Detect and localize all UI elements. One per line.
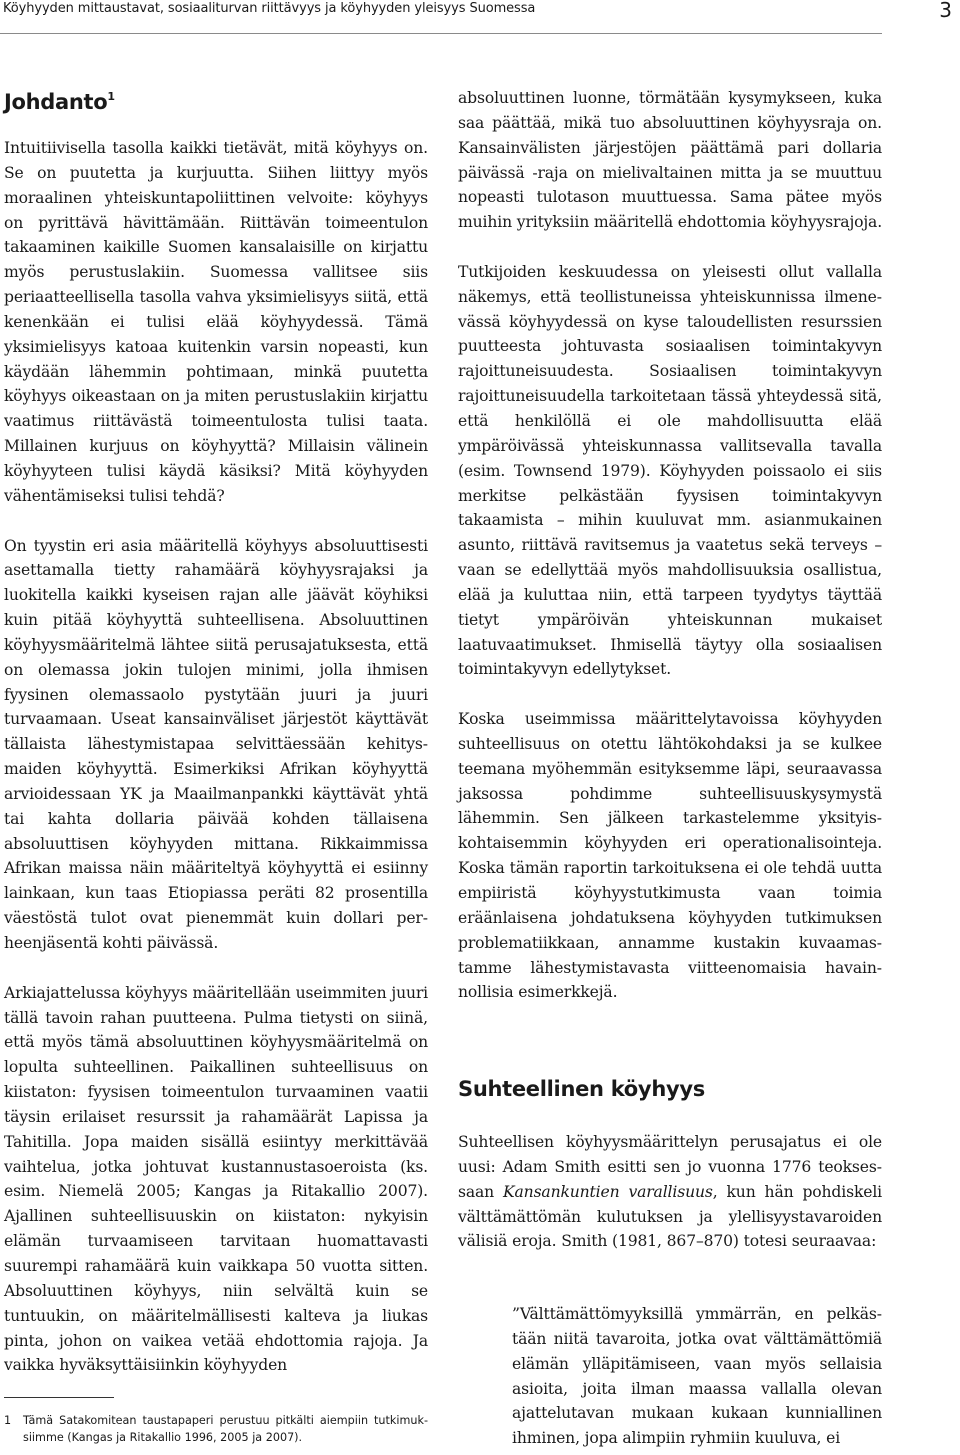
running-title: Köyhyyden mittaustavat, sosiaaliturvan riittävyys ja köyhyyden yleisyys Suomessa (3, 1, 536, 16)
footnote (4, 1412, 428, 1446)
section-heading-relative-poverty: Suhteellinen köyhyys (458, 1077, 705, 1101)
section-heading-introduction: Johdanto$^1$ (4, 90, 115, 114)
paragraph: Suhteellisen köyhyysmäärittelyn perusajatus ei ole uusi: Adam Smith esitti sen jo vuonna 1776 teoksessaan Kansankuntien varallisuus, kun hän pohdiskeli välttämättömän kulutuksen ja ylellisyystavaroiden välisiä eroja. Smith (1981, 867–870) totesi seuraavaa: (458, 1133, 882, 1251)
right-column (458, 86, 882, 1030)
paragraph: On tyystin eri asia määritellä köyhyys absoluuttisesti asettamalla tietty rahamäärä köyhyysrajaksi ja luokitella kaikki kyseisen rajan alle jäävät köyhiksi kuin pitää köyhyyttä suhteellisena. Absoluuttinen köyhyysmääritelmä lähtee siitä perusajatuksesta, että on olemassa jokin tulojen minimi, jolla ihmisen fyysinen olemassaolo pystytään juuri ja juuri turvaamaan. Useat kansainväliset järjestöt käyttävät tällaista lähestymistapaa selvittäessään kehitysmaiden köyhyyttä. Esimerkiksi Afrikan köyhyyttä arvioidessaan YK ja Maailmanpankki käyttävät yhtä tai kahta dollaria päivää kohden tällaisena absoluuttisen köyhyyden mittana. Rikkaimmissa Afrikan maissa näin määriteltyä köyhyyttä ei esiinny lainkaan, kun taas Etiopiassa peräti 82 prosentilla väestöstä tulot ovat pienemmät kuin dollari perheenjäsentä kohti päivässä. (4, 536, 428, 952)
paragraph: Arkiajattelussa köyhyys määritellään useimmiten juuri tällä tavoin rahan puutteena. Pulma tietysti on siinä, että myös tämä absoluuttinen köyhyysmääritelmä on lopulta suhteellinen. Paikallinen suhteellisuus on kiistaton: fyysisen toimeentulon turvaaminen vaatii täysin erilaiset resurssit ja rahamäärät Lapissa ja Tahitilla. Jopa maiden sisällä esiintyy merkittävää vaihtelua, jotka johtuvat kustannustasoeroista (ks. esim. Niemelä 2005; Kangas ja Ritakallio 2007). Ajallinen suhteellisuuskin on kiistaton: nykyisin elämän turvaamiseen tarvitaan huomattavasti suurempi rahamäärä kuin vaikkapa 50 vuotta sitten. Absoluuttinen köyhyys, niin selvältä kuin se tuntuukin, on määritelmällisesti kalteva ja liukas pinta, johon on vaikea vetää ehdottomia rajoja. Ja vaikka hyväksyttäisiinkin köyhyyden (4, 983, 428, 1375)
relative-poverty-body (458, 1130, 882, 1254)
page-number: 3 (939, 0, 952, 22)
footnote-rule (4, 1397, 114, 1398)
running-header (0, 0, 960, 34)
footnote-ref[interactable]: 1 (107, 90, 115, 103)
footnote-text: Tämä Satakomitean taustapaperi perustuu pitkälti aiempiin tutkimuksiimme (Kangas ja Ritakallio 1996, 2005 ja 2007). (23, 1414, 428, 1444)
paragraph: Tutkijoiden keskuudessa on yleisesti ollut vallalla näkemys, että teollistuneissa yhteiskunnissa ilmenevässä köyhyydessä on kyse taloudellisten resurssien puutteesta johtuvasta sosiaalisen toimintakyvyn rajoittuneisuudesta. Sosiaalisen toimintakyvyn rajoittuneisuudella tarkoitetaan tässä yhteydessä sitä, että henkilöllä ei ole mahdollisuutta elää ympäröivässä yhteiskunnassa vallitsevalla tavalla (esim. Townsend 1979). Köyhyyden poissaolo ei siis merkitse pelkästään fyysisen toimintakyvyn takaamista – mihin kuuluvat mm. asianmukainen asunto, riittävä ravitsemus ja vaatetus sekä terveys – vaan se edellyttää myös mahdollisuuksia osallistua, elää ja kuluttaa niin, että tarpeen tyydytys täyttää tietyt ympäröivän yhteiskunnan mukaiset laatuvaatimukset. Ihmisellä täytyy olla sosiaalisen toimintakyvyn edellytykset. (458, 262, 882, 679)
header-rule (0, 33, 882, 34)
left-column (4, 136, 428, 1403)
paragraph: Intuitiivisella tasolla kaikki tietävät, mitä köyhyys on. Se on puutetta ja kurjuutta. Siihen liittyy myös moraalinen yhteiskuntapoliittinen velvoite: köyhyys on pyrittävä hävittämään. Riittävän toimeentulon takaaminen kaikille Suomen kansalaisille on kirjattu myös perustuslakiin. Suomessa vallitsee siis periaatteellisella tasolla vahva yksimielisyys siitä, että kenenkään ei tulisi elää köyhyydessä. Tämä yksimielisyys katoaa kuitenkin varsin nopeasti, kun käydään lähemmin pohtimaan, minkä puutetta köyhyys oikeastaan on ja miten perustuslakiin kirjattu vaatimus riittävästä toimeentulosta tulisi taata. Millainen kurjuus on köyhyyttä? Millaisin välinein köyhyyteen tulisi käydä käsiksi? Mitä köyhyyden vähentämiseksi tulisi tehdä? (4, 139, 428, 505)
paragraph: Koska useimmissa määrittelytavoissa köyhyyden suhteellisuus on otettu lähtökohdaksi ja se kulkee teemana myöhemmän esityksemme läpi, seuraavassa jaksossa pohdimme suhteellisuuskysymystä lähemmin. Sen jälkeen tarkastelemme yksityiskohtaisemmin köyhyyden eri operationalisointeja. Koska tämän raportin tarkoituksena ei ole tehdä uutta empiiristä köyhyystutkimusta vaan toimia eräänlaisena johdatuksena köyhyyden tutkimuksen problematiikkaan, annamme kustakin kuvaamastamme lähestymistavasta viitteenomaisia havainnollisia esimerkkejä. (458, 710, 882, 1002)
footnote-number: 1 (4, 1414, 12, 1427)
paragraph: absoluuttinen luonne, törmätään kysymykseen, kuka saa päättää, mikä tuo absoluuttinen köyhyysraja on. Kansainvälisten järjestöjen päättämä pari dollaria päivässä -raja on mielivaltainen mitta ja se muuttuu nopeasti tulotason muuttuessa. Sama pätee myös muihin yrityksiin määritellä ehdottomia köyhyysrajoja. (458, 89, 883, 232)
book-title: Kansankuntien varallisuus (503, 1182, 713, 1201)
block-quote: ”Välttämättömyyksillä ymmärrän, en pelkästään niitä tavaroita, jotka ovat välttämättömiä elämän ylläpitämiseen, vaan myös sellaisia asioita, joita ilman maassa vallalla olevan ajattelutavan mukaan kukaan kunniallinen ihminen, jopa alimpiin ryhmiin kuuluva, ei (512, 1305, 882, 1448)
